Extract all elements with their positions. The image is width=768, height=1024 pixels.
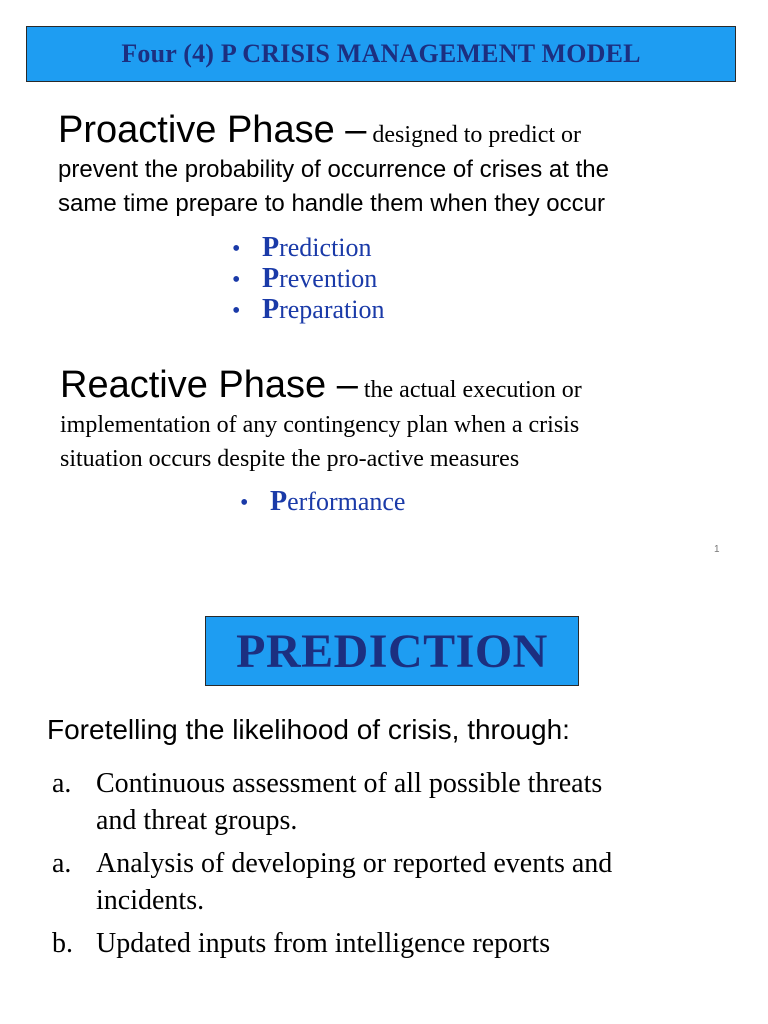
bullet-capital: P — [262, 263, 280, 294]
bullet-capital: P — [262, 232, 280, 263]
reactive-bullet-list — [240, 486, 405, 520]
list-item-text — [96, 925, 752, 962]
bullet-capital: P — [270, 486, 288, 517]
proactive-phase-section — [58, 111, 748, 221]
list-item-line: Analysis of developing or reported events and — [96, 848, 613, 879]
bullet-capital: P — [262, 294, 280, 325]
list-item — [232, 232, 385, 263]
list-marker: a. — [52, 848, 72, 879]
list-item — [52, 765, 752, 839]
model-title: Four (4) P CRISIS MANAGEMENT MODEL — [121, 39, 641, 68]
bullet-text: rediction — [279, 233, 372, 262]
title-banner — [26, 26, 736, 82]
prediction-intro: Foretelling the likelihood of crisis, through: — [47, 714, 570, 745]
bullet-text: reparation — [279, 295, 385, 324]
list-item-line: Continuous assessment of all possible threats — [96, 768, 603, 799]
proactive-heading-line — [58, 111, 748, 149]
reactive-description-line-3: situation occurs despite the pro-active measures — [60, 446, 520, 472]
list-item-line: and threat groups. — [96, 805, 298, 836]
reactive-lead: the actual execution or — [357, 377, 582, 403]
proactive-bullet-list — [232, 232, 385, 325]
bullet-dot-icon: • — [232, 267, 241, 293]
page-number: 1 — [714, 544, 720, 555]
prediction-title: PREDICTION — [236, 624, 548, 678]
list-item-text — [96, 765, 752, 839]
prediction-title-banner — [205, 616, 579, 686]
bullet-dot-icon: • — [240, 490, 249, 516]
proactive-description-line-3: same time prepare to handle them when they occur — [58, 190, 605, 217]
list-item — [52, 925, 752, 962]
reactive-heading-line — [60, 366, 750, 404]
reactive-heading: Reactive Phase – — [60, 364, 358, 406]
proactive-description-line-2: prevent the probability of occurrence of crises at the — [58, 156, 609, 183]
list-item-line: incidents. — [96, 885, 205, 916]
list-marker: a. — [52, 768, 72, 799]
list-marker: b. — [52, 928, 73, 959]
bullet-dot-icon: • — [232, 236, 241, 262]
bullet-dot-icon: • — [232, 298, 241, 324]
bullet-text: revention — [279, 264, 378, 293]
proactive-lead: designed to predict or — [366, 122, 582, 148]
prediction-list — [52, 765, 752, 968]
list-item-line: Updated inputs from intelligence reports — [96, 928, 551, 959]
bullet-text: erformance — [287, 487, 406, 516]
reactive-description-line-2: implementation of any contingency plan when a crisis — [60, 412, 580, 438]
list-item — [52, 845, 752, 919]
list-item-text — [96, 845, 752, 919]
list-item — [232, 263, 385, 294]
list-item — [232, 294, 385, 325]
list-item — [240, 486, 405, 520]
reactive-phase-section — [60, 366, 750, 476]
proactive-heading: Proactive Phase – — [58, 109, 367, 151]
